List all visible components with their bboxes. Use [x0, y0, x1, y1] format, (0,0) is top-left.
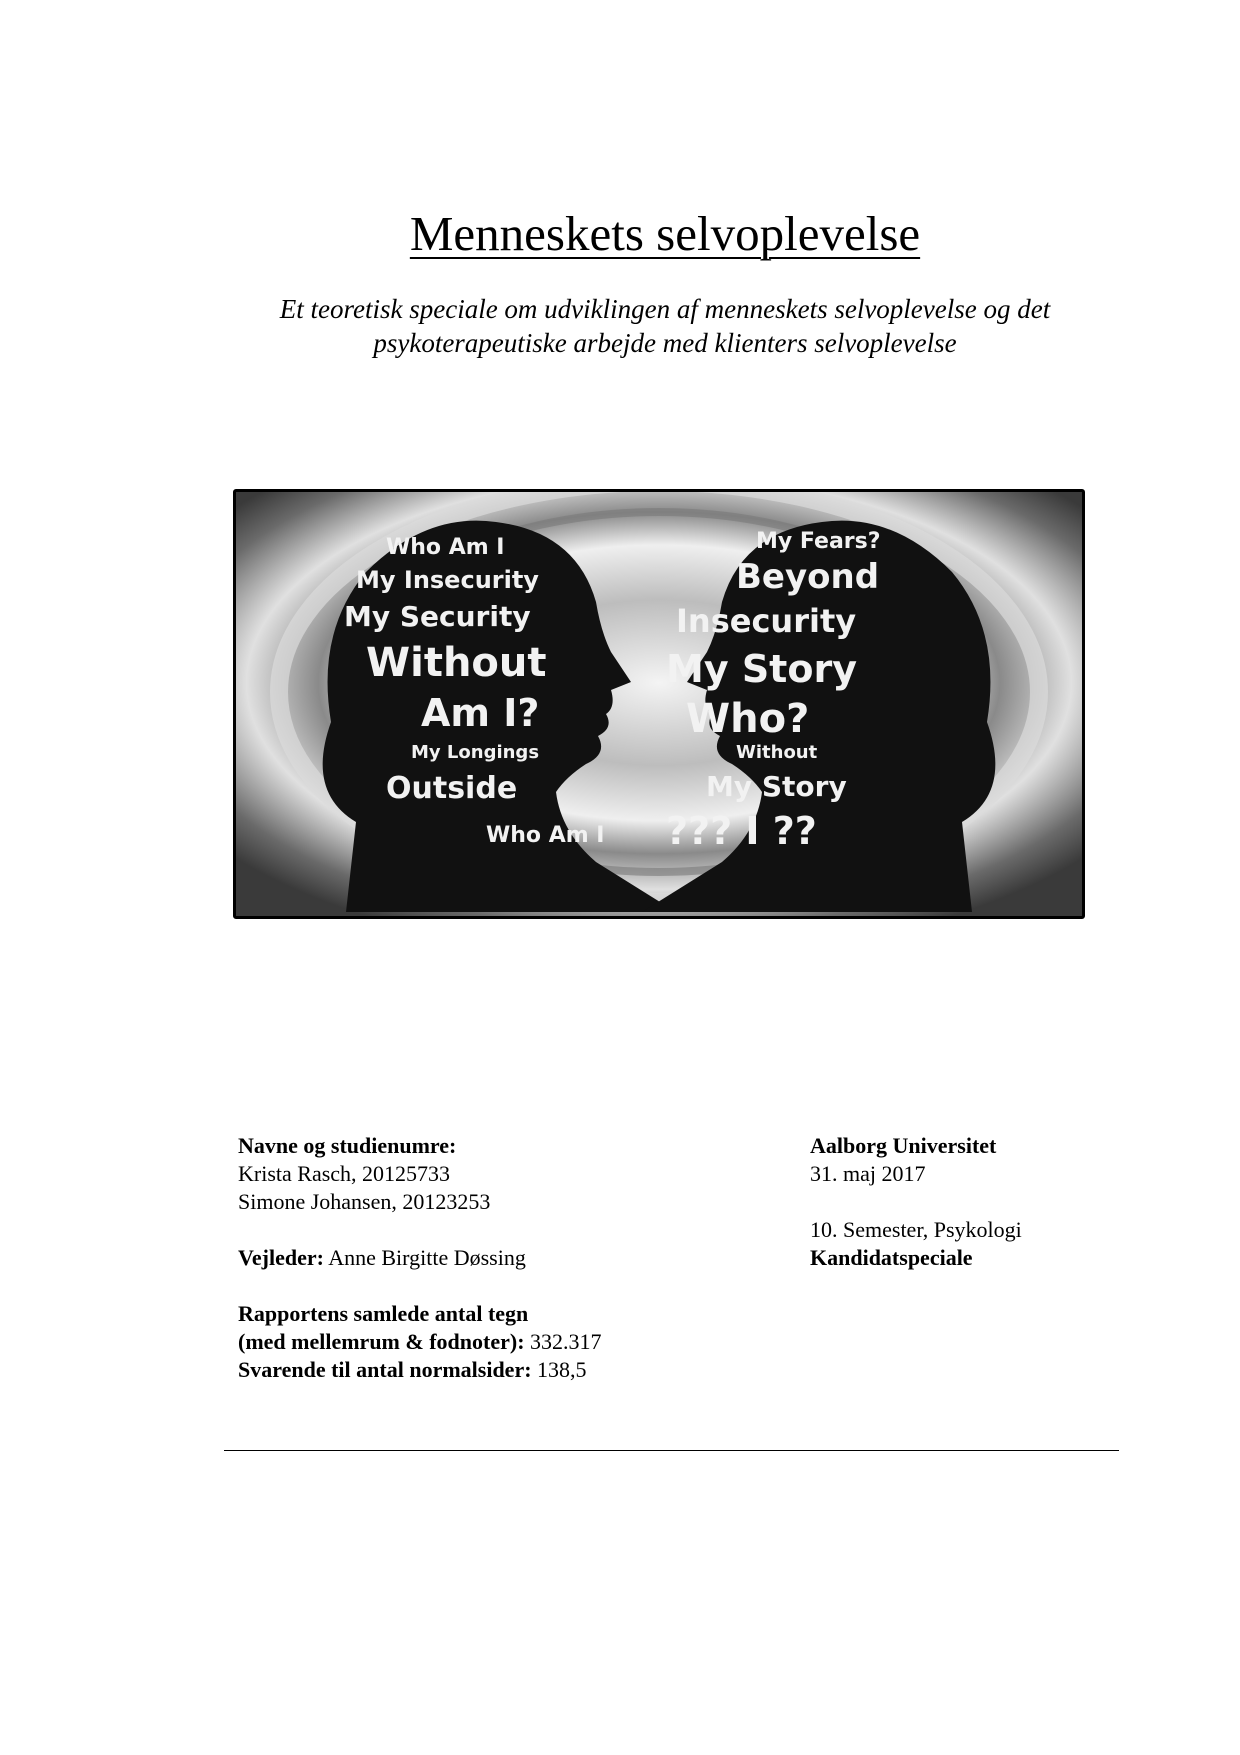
pages-line — [238, 1356, 602, 1384]
chars-label-2: (med mellemrum & fodnoter): — [238, 1329, 525, 1354]
supervisor-label: Vejleder: — [238, 1245, 324, 1270]
institution-info — [810, 1132, 1022, 1272]
author-info — [238, 1132, 602, 1384]
title-text: Menneskets selvoplevelse — [409, 206, 921, 261]
right-word: Beyond — [736, 557, 880, 597]
supervisor-line — [238, 1244, 602, 1272]
semester: 10. Semester, Psykologi — [810, 1217, 1022, 1242]
document-title — [0, 205, 1240, 262]
chars-value: 332.317 — [530, 1329, 602, 1354]
date: 31. maj 2017 — [810, 1161, 926, 1186]
left-word: My Insecurity — [356, 566, 539, 594]
names-label: Navne og studienumre: — [238, 1133, 457, 1158]
pages-label: Svarende til antal normalsider: — [238, 1357, 532, 1382]
left-word: My Longings — [411, 742, 540, 763]
heads-word-cloud-illustration — [236, 492, 1082, 916]
chars-line — [238, 1328, 602, 1356]
left-word: Without — [366, 640, 547, 686]
pages-value: 138,5 — [537, 1357, 587, 1382]
student-2: Simone Johansen, 20123253 — [238, 1189, 491, 1214]
right-word: My Story — [706, 770, 847, 803]
university: Aalborg Universitet — [810, 1133, 997, 1158]
right-word: My Fears? — [756, 529, 881, 554]
supervisor-name: Anne Birgitte Døssing — [328, 1245, 526, 1270]
right-word: My Story — [666, 647, 857, 691]
left-word: Am I? — [421, 691, 540, 735]
right-word: Who? — [686, 696, 810, 742]
student-1: Krista Rasch, 20125733 — [238, 1161, 451, 1186]
subtitle-line-1: Et teoretisk speciale om udviklingen af menneskets selvoplevelse og det — [279, 294, 1051, 324]
subtitle-line-2: psykoterapeutiske arbejde med klienters selvoplevelse — [373, 328, 957, 358]
left-word: Outside — [386, 771, 518, 806]
left-word: My Security — [344, 600, 531, 633]
chars-label-1: Rapportens samlede antal tegn — [238, 1301, 529, 1326]
right-word: ??? I ?? — [666, 809, 817, 853]
cover-image — [233, 489, 1085, 919]
left-word: Who Am I — [386, 535, 505, 560]
horizontal-rule — [224, 1450, 1119, 1451]
right-word: Without — [736, 742, 818, 763]
thesis-type: Kandidatspeciale — [810, 1245, 973, 1270]
left-word: Who Am I — [486, 823, 605, 848]
document-subtitle — [220, 292, 1110, 360]
right-word: Insecurity — [676, 602, 857, 640]
